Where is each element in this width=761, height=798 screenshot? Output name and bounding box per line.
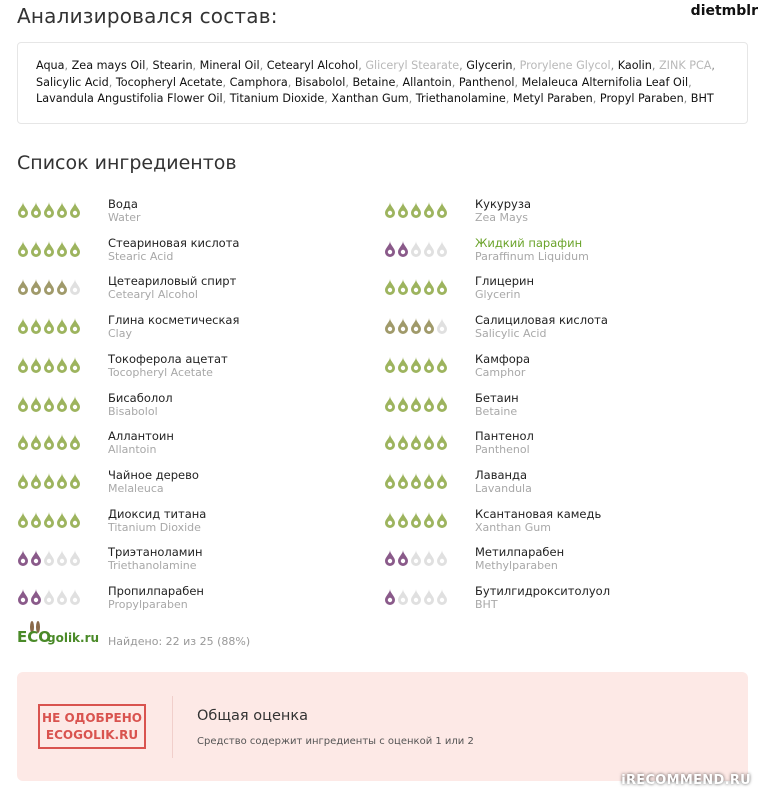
rating-drop-filled-icon — [397, 278, 409, 296]
rating-drop-filled-icon — [30, 240, 42, 258]
ingredient-latin-name: Methylparaben — [475, 559, 558, 573]
ingredient-item[interactable] — [17, 353, 357, 385]
ingredient-rating — [384, 511, 449, 529]
ingredient-item[interactable] — [17, 237, 357, 269]
rating-drop-empty-icon — [56, 588, 68, 606]
ingredient-rating — [384, 356, 449, 374]
rating-drop-filled-icon — [423, 356, 435, 374]
rating-drop-filled-icon — [69, 201, 81, 219]
ingredient-rating — [17, 511, 82, 529]
ingredient-name: Глина косметическая — [108, 313, 240, 328]
rating-drop-filled-icon — [397, 549, 409, 567]
ingredient-rating — [384, 278, 449, 296]
ingredient-item[interactable] — [384, 275, 724, 307]
composition-item: Camphora — [229, 75, 288, 89]
composition-item: BHT — [690, 92, 714, 105]
rating-drop-filled-icon — [69, 317, 81, 335]
ingredient-name: Пантенол — [475, 429, 534, 444]
rating-drop-empty-icon — [410, 240, 422, 258]
rating-drop-filled-icon — [17, 317, 29, 335]
composition-item: Gliceryl Stearate — [365, 59, 460, 72]
ingredient-item[interactable] — [384, 237, 724, 269]
rating-drop-filled-icon — [30, 278, 42, 296]
ingredient-latin-name: Propylparaben — [108, 598, 188, 611]
rating-drop-filled-icon — [384, 317, 396, 335]
rating-drop-filled-icon — [56, 240, 68, 258]
rating-drop-filled-icon — [384, 395, 396, 413]
username[interactable]: dietmblr — [690, 3, 758, 19]
rating-drop-filled-icon — [423, 395, 435, 413]
ingredient-rating — [384, 549, 449, 567]
rating-drop-filled-icon — [30, 511, 42, 529]
ingredient-item[interactable] — [384, 469, 724, 501]
rating-drop-filled-icon — [436, 356, 448, 374]
ingredient-name: Лаванда — [475, 467, 528, 482]
composition-item: Prorylene Glycol — [519, 59, 611, 72]
ingredient-name: Бетаин — [475, 390, 519, 405]
ingredient-latin-name: Zea Mays — [475, 211, 529, 224]
composition-item: Propyl Paraben — [599, 92, 684, 105]
rating-drop-filled-icon — [30, 395, 42, 413]
rating-drop-filled-icon — [30, 472, 42, 490]
ingredient-name: Цетеариловый спирт — [108, 274, 237, 289]
rating-drop-filled-icon — [397, 356, 409, 374]
rating-drop-filled-icon — [384, 356, 396, 374]
rating-drop-filled-icon — [384, 511, 396, 529]
composition-item: Allantoin — [402, 75, 452, 89]
ingredient-name: Токоферола ацетат — [108, 351, 228, 366]
ingredient-item[interactable] — [17, 508, 357, 540]
rating-drop-filled-icon — [436, 472, 448, 490]
ingredient-item[interactable] — [384, 546, 724, 578]
ingredient-latin-name: BHT — [475, 598, 498, 611]
rating-drop-filled-icon — [384, 433, 396, 451]
verdict-panel — [17, 672, 748, 781]
composition-item: Zea mays Oil — [71, 59, 146, 72]
ingredient-item[interactable] — [17, 314, 357, 346]
rating-drop-filled-icon — [69, 240, 81, 258]
ingredient-latin-name: Water — [108, 211, 141, 224]
rating-drop-empty-icon — [69, 549, 81, 567]
ingredient-latin-name: Tocopheryl Acetate — [108, 365, 213, 379]
rating-drop-filled-icon — [17, 433, 29, 451]
ingredient-name: Кукуруза — [475, 197, 531, 211]
ingredient-name: Диоксид титана — [108, 506, 207, 521]
ingredient-latin-name: Paraffinum Liquidum — [475, 249, 589, 263]
rating-drop-filled-icon — [384, 201, 396, 219]
rating-drop-filled-icon — [69, 356, 81, 374]
rating-drop-empty-icon — [43, 588, 55, 606]
ingredient-latin-name: Salicylic Acid — [475, 327, 547, 341]
ingredient-item[interactable] — [384, 508, 724, 540]
rating-drop-filled-icon — [410, 201, 422, 219]
ingredient-rating — [384, 240, 449, 258]
rating-drop-filled-icon — [436, 201, 448, 219]
rating-drop-filled-icon — [384, 278, 396, 296]
ingredient-item[interactable] — [17, 275, 357, 307]
rating-drop-filled-icon — [397, 201, 409, 219]
ingredient-name: Салициловая кислота — [475, 313, 608, 328]
rating-drop-filled-icon — [423, 278, 435, 296]
composition-item: Panthenol — [458, 75, 515, 89]
ingredient-name: Метилпарабен — [475, 545, 565, 560]
rating-drop-filled-icon — [56, 278, 68, 296]
rating-drop-filled-icon — [17, 201, 29, 219]
rating-drop-filled-icon — [436, 433, 448, 451]
composition-box: Aqua, Zea mays Oil, Stearin, Mineral Oil, Cetearyl Alcohol, Gliceryl Stearate, Glycerin, Prorylene Glycol, Kaolin, ZINK PCA, Salicylic Acid, Tocopheryl Acetate, Camphora, Bisabolol, Betaine, Allantoin, Panthenol, Melaleuca Alternifolia Leaf Oil, Lavandula Angustifolia Flower Oil, Titanium Dioxide, Xanthan Gum, Triethanolamine, Metyl Paraben, Propyl Paraben, BHT — [17, 42, 748, 124]
ingredient-rating — [17, 588, 82, 606]
not-approved-stamp — [38, 704, 146, 749]
ingredient-item[interactable] — [17, 546, 357, 578]
ingredient-latin-name: Betaine — [475, 404, 518, 418]
ingredient-name: Глицерин — [475, 274, 535, 289]
composition-item: Titanium Dioxide — [229, 92, 325, 105]
composition-item: Stearin — [152, 59, 193, 72]
ingredient-latin-name: Bisabolol — [108, 404, 158, 418]
composition-item: Xanthan Gum — [331, 92, 409, 105]
ingredient-rating — [384, 433, 449, 451]
composition-item: Cetearyl Alcohol — [266, 59, 359, 72]
rating-drop-empty-icon — [436, 588, 448, 606]
ingredient-rating — [384, 201, 449, 219]
rating-drop-filled-icon — [17, 472, 29, 490]
ingredient-latin-name: Stearic Acid — [108, 249, 174, 263]
rating-drop-filled-icon — [69, 433, 81, 451]
rating-drop-filled-icon — [69, 395, 81, 413]
rating-drop-filled-icon — [56, 201, 68, 219]
rating-drop-filled-icon — [30, 433, 42, 451]
rating-drop-filled-icon — [30, 588, 42, 606]
rating-drop-filled-icon — [384, 472, 396, 490]
rating-drop-filled-icon — [30, 549, 42, 567]
rating-drop-filled-icon — [56, 511, 68, 529]
rating-drop-filled-icon — [423, 201, 435, 219]
verdict-divider — [172, 696, 173, 758]
ingredient-name: Бутилгидрокситолуол — [475, 584, 611, 598]
ingredient-item[interactable] — [384, 198, 724, 230]
verdict-title: Общая оценка — [197, 708, 309, 724]
ingredients-list-title: Список ингредиентов — [17, 152, 237, 174]
rating-drop-filled-icon — [43, 356, 55, 374]
ecogolik-logo[interactable] — [17, 620, 100, 652]
rating-drop-filled-icon — [410, 433, 422, 451]
watermark: iRECOMMEND.RU — [621, 773, 751, 788]
rating-drop-filled-icon — [17, 356, 29, 374]
composition-item: Betaine — [352, 75, 396, 89]
ingredient-latin-name: Xanthan Gum — [475, 520, 551, 534]
ingredient-item[interactable] — [17, 469, 357, 501]
rating-drop-empty-icon — [436, 317, 448, 335]
ingredient-name: Триэтаноламин — [108, 545, 203, 560]
composition-item: Aqua — [36, 59, 65, 72]
rating-drop-filled-icon — [17, 240, 29, 258]
rating-drop-filled-icon — [30, 356, 42, 374]
ingredient-rating — [17, 433, 82, 451]
ingredient-item[interactable] — [17, 585, 357, 617]
ingredient-item[interactable] — [17, 392, 357, 424]
ingredient-item[interactable] — [384, 430, 724, 462]
ingredient-latin-name: Glycerin — [475, 288, 521, 302]
composition-title: Анализировался состав: — [17, 4, 278, 28]
ingredient-rating — [17, 395, 82, 413]
rating-drop-filled-icon — [410, 472, 422, 490]
composition-item: Glycerin — [466, 59, 513, 72]
rating-drop-filled-icon — [410, 395, 422, 413]
rating-drop-filled-icon — [43, 433, 55, 451]
found-count: Найдено: 22 из 25 (88%) — [108, 635, 251, 648]
rating-drop-filled-icon — [43, 201, 55, 219]
rating-drop-filled-icon — [56, 317, 68, 335]
composition-item: Tocopheryl Acetate — [115, 75, 223, 89]
ingredient-item[interactable] — [384, 353, 724, 385]
rating-drop-filled-icon — [384, 549, 396, 567]
ingredient-name: Вода — [108, 197, 138, 211]
rating-drop-filled-icon — [43, 395, 55, 413]
ingredient-name: Стеариновая кислота — [108, 235, 240, 250]
ingredient-latin-name: Lavandula — [475, 481, 532, 495]
rating-drop-filled-icon — [17, 395, 29, 413]
ingredient-latin-name: Allantoin — [108, 443, 157, 457]
ingredient-name: Камфора — [475, 351, 531, 366]
composition-item: ZINK PCA — [658, 59, 712, 72]
ingredient-name: Ксантановая камедь — [475, 506, 602, 521]
rating-drop-filled-icon — [43, 278, 55, 296]
rating-drop-filled-icon — [436, 278, 448, 296]
rating-drop-filled-icon — [43, 240, 55, 258]
ingredient-item[interactable] — [384, 392, 724, 424]
ingredient-name: Аллантоин — [108, 429, 174, 444]
rating-drop-filled-icon — [17, 588, 29, 606]
ingredient-latin-name: Clay — [108, 327, 132, 341]
ingredient-latin-name: Triethanolamine — [108, 559, 197, 573]
rating-drop-empty-icon — [423, 588, 435, 606]
ingredient-name: Жидкий парафин — [475, 235, 583, 250]
rating-drop-filled-icon — [56, 472, 68, 490]
rating-drop-filled-icon — [436, 395, 448, 413]
ingredient-rating — [17, 240, 82, 258]
ingredient-rating — [17, 201, 82, 219]
composition-item: Metyl Paraben — [512, 92, 593, 105]
rating-drop-empty-icon — [436, 549, 448, 567]
rating-drop-filled-icon — [43, 472, 55, 490]
rating-drop-filled-icon — [69, 511, 81, 529]
ingredient-item[interactable] — [17, 430, 357, 462]
rating-drop-filled-icon — [384, 588, 396, 606]
rating-drop-empty-icon — [43, 549, 55, 567]
rating-drop-filled-icon — [69, 472, 81, 490]
ingredient-rating — [384, 472, 449, 490]
composition-item: Lavandula Angustifolia Flower Oil — [36, 92, 223, 105]
verdict-text: Средство содержит ингредиенты с оценкой 1 или 2 — [197, 736, 474, 747]
ingredient-latin-name: Melaleuca — [108, 481, 164, 495]
ingredient-latin-name: Titanium Dioxide — [108, 520, 201, 534]
rating-drop-filled-icon — [17, 549, 29, 567]
rating-drop-empty-icon — [436, 240, 448, 258]
rating-drop-filled-icon — [56, 356, 68, 374]
stamp-line-2: ECOGOLIK.RU — [45, 728, 139, 742]
rating-drop-filled-icon — [397, 317, 409, 335]
ingredient-rating — [17, 356, 82, 374]
ingredient-rating — [384, 395, 449, 413]
rating-drop-empty-icon — [69, 588, 81, 606]
rating-drop-filled-icon — [423, 317, 435, 335]
composition-item: Mineral Oil — [199, 59, 260, 72]
rating-drop-filled-icon — [423, 433, 435, 451]
rating-drop-filled-icon — [30, 317, 42, 335]
rating-drop-filled-icon — [397, 240, 409, 258]
logo-eco-text: ECO — [17, 628, 52, 646]
rating-drop-filled-icon — [410, 278, 422, 296]
ingredient-rating — [17, 472, 82, 490]
rating-drop-filled-icon — [423, 472, 435, 490]
rating-drop-filled-icon — [30, 201, 42, 219]
rating-drop-filled-icon — [17, 278, 29, 296]
rating-drop-empty-icon — [423, 240, 435, 258]
rating-drop-filled-icon — [43, 511, 55, 529]
composition-item: Bisabolol — [294, 75, 346, 89]
ingredient-item[interactable] — [17, 198, 357, 230]
rating-drop-empty-icon — [56, 549, 68, 567]
ingredient-latin-name: Cetearyl Alcohol — [108, 288, 198, 302]
rating-drop-empty-icon — [423, 549, 435, 567]
ingredient-name: Бисаболол — [108, 390, 173, 405]
rating-drop-filled-icon — [56, 395, 68, 413]
rating-drop-filled-icon — [423, 511, 435, 529]
ingredient-item[interactable] — [384, 314, 724, 346]
rating-drop-empty-icon — [410, 549, 422, 567]
rating-drop-filled-icon — [397, 433, 409, 451]
rating-drop-filled-icon — [397, 511, 409, 529]
rating-drop-filled-icon — [17, 511, 29, 529]
ingredient-rating — [384, 588, 449, 606]
ingredient-rating — [17, 278, 82, 296]
composition-item: Salicylic Acid — [36, 75, 109, 89]
composition-item: Kaolin — [617, 59, 652, 72]
rating-drop-filled-icon — [410, 511, 422, 529]
rating-drop-empty-icon — [69, 278, 81, 296]
rating-drop-empty-icon — [410, 588, 422, 606]
ingredient-item[interactable] — [384, 585, 724, 617]
ingredient-rating — [17, 317, 82, 335]
rating-drop-filled-icon — [436, 511, 448, 529]
composition-item: Triethanolamine — [415, 92, 506, 105]
rating-drop-empty-icon — [397, 588, 409, 606]
ingredient-latin-name: Camphor — [475, 365, 526, 379]
rating-drop-filled-icon — [43, 317, 55, 335]
composition-item: Melaleuca Alternifolia Leaf Oil — [521, 75, 689, 89]
rating-drop-filled-icon — [410, 317, 422, 335]
rating-drop-filled-icon — [397, 472, 409, 490]
ingredient-latin-name: Panthenol — [475, 443, 530, 457]
ingredient-rating — [384, 317, 449, 335]
ingredient-rating — [17, 549, 82, 567]
ingredient-name: Чайное дерево — [108, 467, 199, 482]
rating-drop-filled-icon — [56, 433, 68, 451]
rating-drop-filled-icon — [410, 356, 422, 374]
rating-drop-filled-icon — [397, 395, 409, 413]
stamp-line-1: НЕ ОДОБРЕНО — [42, 711, 142, 725]
logo-golik-text: golik.ru — [47, 631, 100, 645]
rating-drop-filled-icon — [384, 240, 396, 258]
ingredient-name: Пропилпарабен — [108, 584, 204, 598]
